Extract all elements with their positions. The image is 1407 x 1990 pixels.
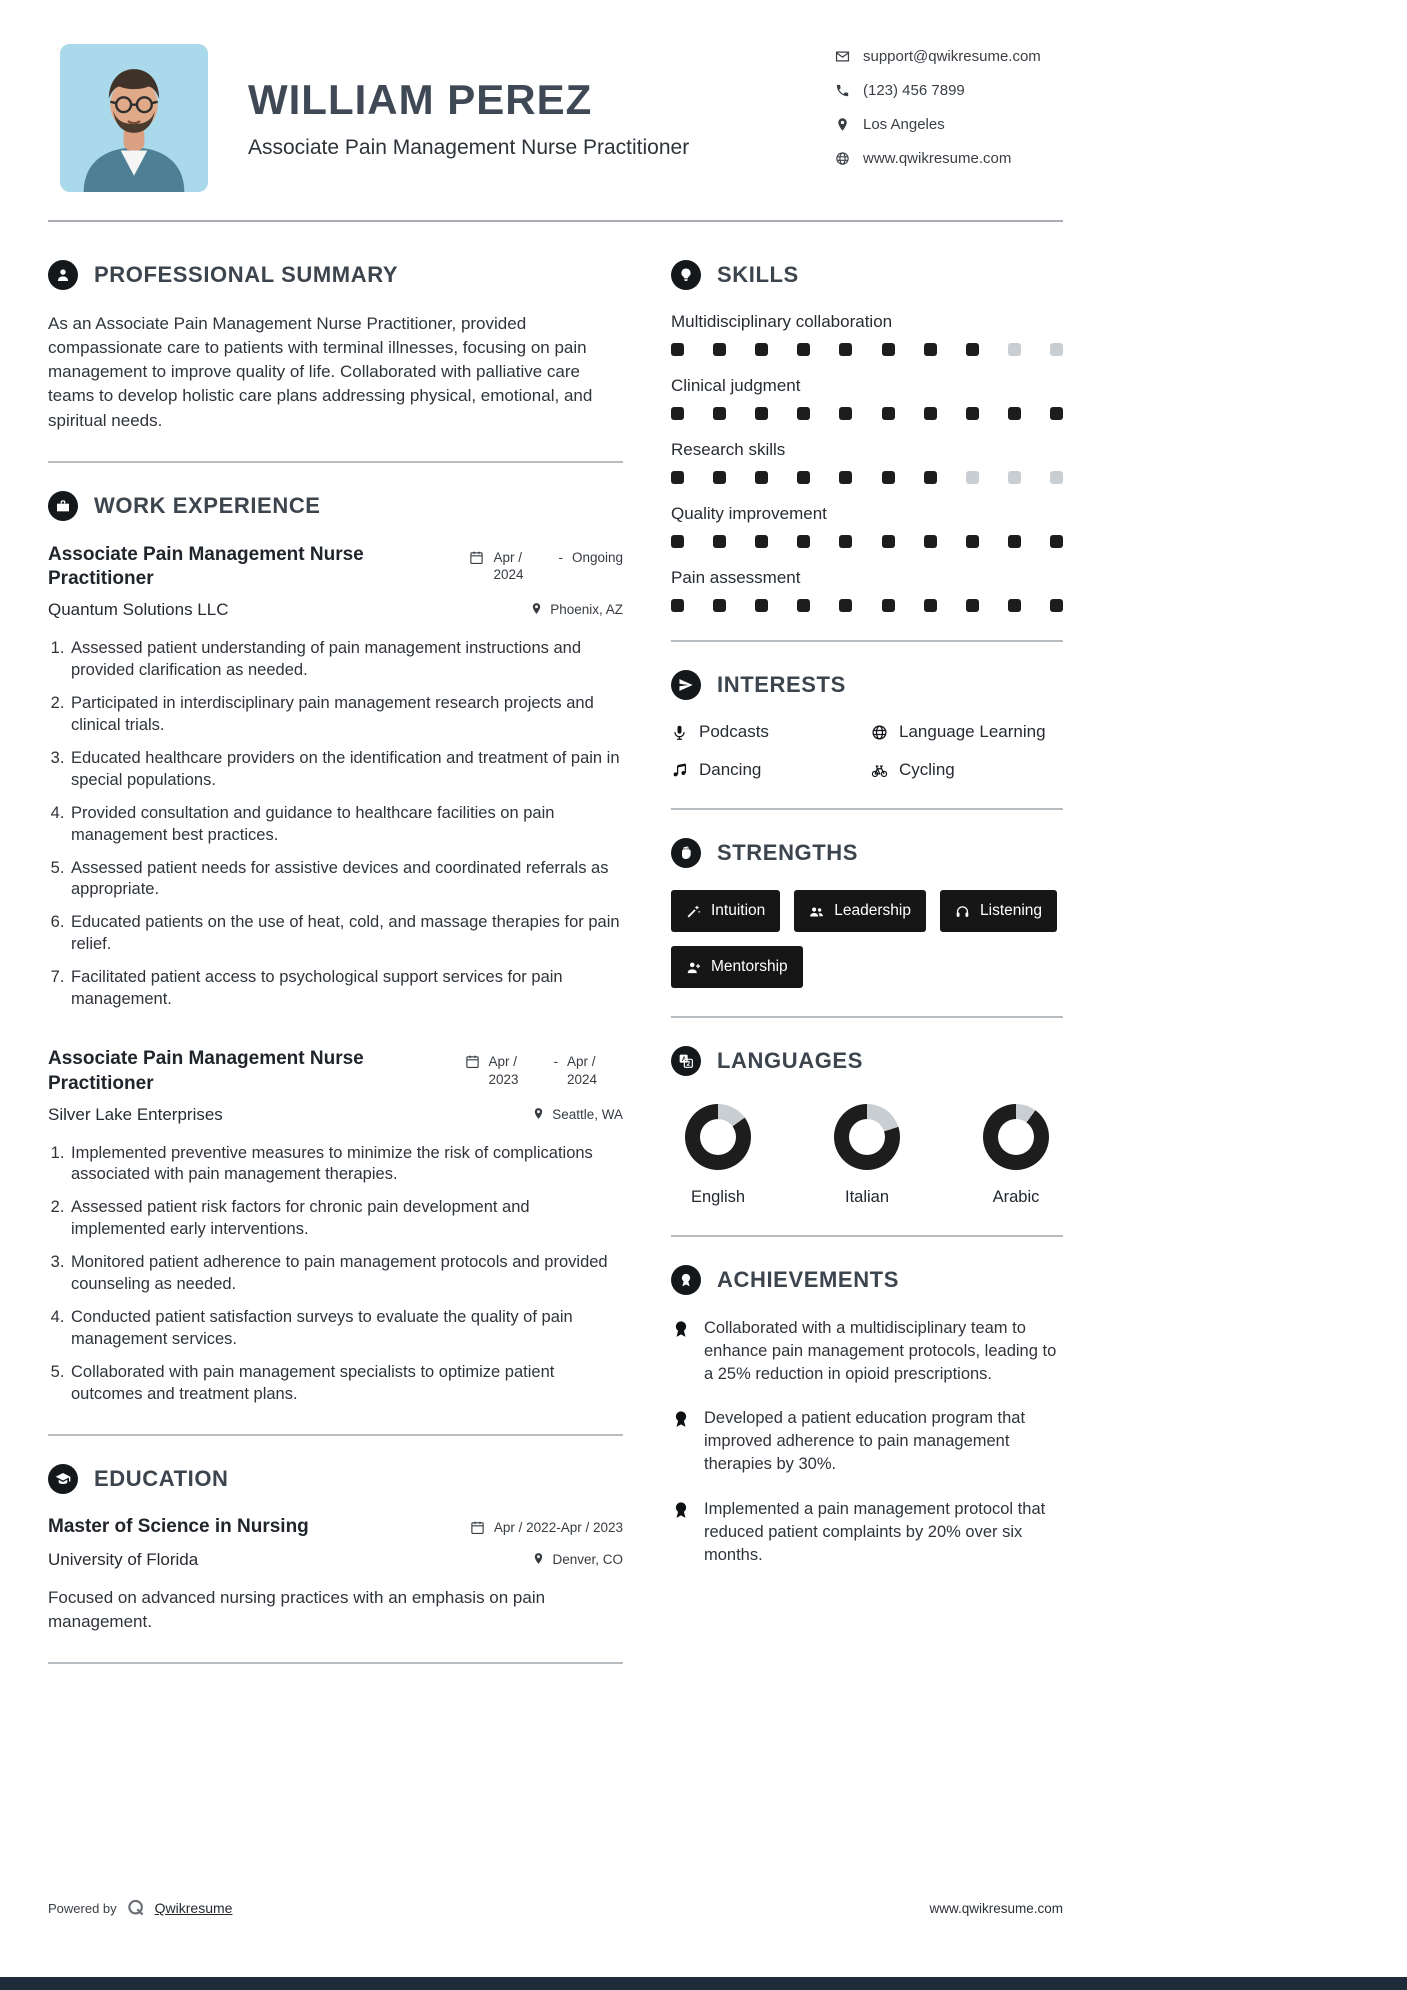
skill-dot-filled bbox=[671, 535, 684, 548]
footer-website[interactable]: www.qwikresume.com bbox=[929, 1900, 1063, 1916]
languages-row bbox=[671, 1098, 1063, 1207]
skill-dot-filled bbox=[924, 599, 937, 612]
bullet-item: 2. Participated in interdisciplinary pain management research projects and clinical trials. bbox=[69, 693, 623, 737]
section-title: EDUCATION bbox=[94, 1465, 229, 1491]
achievement-item bbox=[671, 1498, 1063, 1567]
skill-dot-filled bbox=[755, 471, 768, 484]
skill-row bbox=[671, 504, 1063, 548]
divider bbox=[48, 461, 623, 463]
section-skills bbox=[671, 260, 1063, 612]
language-item bbox=[983, 1104, 1049, 1207]
strength-badge bbox=[671, 890, 780, 932]
powered-by bbox=[48, 1898, 232, 1918]
skill-row bbox=[671, 568, 1063, 612]
skill-dot-filled bbox=[966, 343, 979, 356]
divider bbox=[671, 1016, 1063, 1018]
section-work-experience bbox=[48, 491, 623, 1406]
skill-dot-filled bbox=[966, 407, 979, 420]
skill-dot-filled bbox=[755, 407, 768, 420]
date-separator: - bbox=[558, 549, 563, 565]
education-description: Focused on advanced nursing practices with an emphasis on pain management. bbox=[48, 1587, 546, 1631]
skill-label: Pain assessment bbox=[671, 568, 801, 587]
section-achievements bbox=[671, 1265, 1063, 1567]
bullet-item: 5. Assessed patient needs for assistive devices and coordinated referrals as appropriate. bbox=[69, 858, 623, 902]
language-item bbox=[685, 1104, 751, 1207]
contact-location: Los Angeles bbox=[863, 116, 945, 133]
language-label: Arabic bbox=[992, 1188, 1040, 1206]
location-pin-icon bbox=[835, 117, 850, 132]
job-location bbox=[532, 1105, 623, 1122]
contact-location-row bbox=[835, 116, 1063, 133]
email-icon bbox=[835, 49, 850, 64]
rosette-icon bbox=[671, 1409, 691, 1429]
achievement-text: Collaborated with a multidisciplinary team to enhance pain management protocols, leading to a 25% reduction in opioid prescriptions. bbox=[704, 1319, 1057, 1384]
skill-dot-filled bbox=[797, 535, 810, 548]
interest-label: Cycling bbox=[899, 760, 955, 779]
interest-label: Language Learning bbox=[899, 722, 1046, 741]
interest-item bbox=[671, 760, 863, 780]
company-name: Quantum Solutions LLC bbox=[48, 600, 229, 619]
section-header bbox=[48, 1464, 623, 1494]
interest-item bbox=[671, 722, 863, 742]
section-title: PROFESSIONAL SUMMARY bbox=[94, 262, 399, 287]
skill-dot-filled bbox=[1050, 407, 1063, 420]
job-date-start: Apr / 2024 bbox=[493, 549, 524, 583]
job-dates bbox=[465, 1047, 624, 1096]
contact-email-row bbox=[835, 48, 1063, 65]
section-header bbox=[671, 1265, 1063, 1295]
qwikresume-brand-link[interactable]: Qwikresume bbox=[154, 1900, 233, 1916]
job-title: Associate Pain Management Nurse Practitioner bbox=[48, 543, 364, 590]
section-professional-summary bbox=[48, 260, 623, 433]
skill-label: Clinical judgment bbox=[671, 376, 801, 395]
team-icon bbox=[809, 904, 824, 919]
contact-block bbox=[835, 44, 1063, 192]
skill-label: Quality improvement bbox=[671, 504, 827, 523]
divider bbox=[671, 640, 1063, 642]
skill-dot-filled bbox=[713, 535, 726, 548]
achievement-item bbox=[671, 1407, 1063, 1476]
section-title: STRENGTHS bbox=[717, 840, 859, 865]
right-column bbox=[671, 260, 1063, 1692]
skill-dot-filled bbox=[671, 471, 684, 484]
skill-label: Multidisciplinary collaboration bbox=[671, 312, 893, 331]
translate-icon bbox=[671, 1046, 701, 1076]
skill-label: Research skills bbox=[671, 440, 786, 459]
music-note-icon bbox=[671, 762, 688, 779]
contact-email[interactable]: support@qwikresume.com bbox=[863, 48, 1041, 65]
location-pin-icon bbox=[532, 1107, 545, 1120]
header bbox=[48, 0, 1063, 192]
skill-dot-empty bbox=[1008, 471, 1021, 484]
skill-dot-filled bbox=[924, 407, 937, 420]
person-title: Associate Pain Management Nurse Practitioner bbox=[248, 136, 690, 159]
section-header bbox=[671, 260, 1063, 290]
job-location bbox=[530, 600, 623, 617]
summary-text: As an Associate Pain Management Nurse Practitioner, provided compassionate care to patients with terminal illnesses, focusing on pain management to improve quality of life. Collaborated with palliative care teams to develop holistic care plans addressing physical, emotional, and spiritual needs. bbox=[48, 314, 593, 430]
skill-row bbox=[671, 440, 1063, 484]
section-languages bbox=[671, 1046, 1063, 1207]
user-icon bbox=[48, 260, 78, 290]
education-dates-text: Apr / 2022-Apr / 2023 bbox=[493, 1519, 623, 1535]
job-date-end: Apr / 2024 bbox=[567, 1054, 598, 1087]
company-name: Silver Lake Enterprises bbox=[48, 1104, 223, 1124]
achievement-text: Developed a patient education program that improved adherence to pain management therapies by 30%. bbox=[704, 1409, 1026, 1474]
briefcase-icon bbox=[48, 491, 78, 521]
language-level-donut bbox=[834, 1104, 900, 1170]
skill-dot-empty bbox=[966, 471, 979, 484]
education-location bbox=[532, 1550, 623, 1570]
section-title: INTERESTS bbox=[717, 672, 846, 697]
bullet-item: 4. Conducted patient satisfaction surveys to evaluate the quality of pain management services. bbox=[69, 1307, 623, 1351]
strength-label: Mentorship bbox=[711, 958, 788, 975]
fist-icon bbox=[671, 838, 701, 868]
job-bullet-list bbox=[48, 1143, 623, 1406]
location-pin-icon bbox=[530, 602, 543, 615]
headphones-icon bbox=[955, 904, 970, 919]
bullet-item: 6. Educated patients on the use of heat, cold, and massage therapies for pain relief. bbox=[69, 912, 623, 956]
section-header bbox=[671, 1046, 1063, 1076]
bicycle-icon bbox=[871, 762, 888, 779]
skill-dot-filled bbox=[797, 343, 810, 356]
location-pin-icon bbox=[532, 1552, 545, 1565]
bullet-item: 3. Educated healthcare providers on the identification and treatment of pain in special populations. bbox=[69, 748, 623, 792]
bullet-item: 5. Collaborated with pain management specialists to optimize patient outcomes and treatment plans. bbox=[69, 1362, 623, 1406]
bullet-item: 2. Assessed patient risk factors for chronic pain development and implemented early interventions. bbox=[69, 1197, 623, 1241]
skill-dot-filled bbox=[966, 599, 979, 612]
job-date-end: Ongoing bbox=[571, 549, 623, 565]
skill-dot-filled bbox=[1050, 599, 1063, 612]
bottom-bar bbox=[0, 1977, 1407, 1990]
bullet-item: 1. Implemented preventive measures to minimize the risk of complications associated with pain management therapies. bbox=[69, 1143, 623, 1187]
interests-grid bbox=[671, 722, 1063, 780]
person-name: WILLIAM PEREZ bbox=[248, 76, 593, 123]
lightbulb-icon bbox=[671, 260, 701, 290]
job-title: Associate Pain Management Nurse Practitioner bbox=[48, 1048, 364, 1094]
interest-label: Podcasts bbox=[699, 722, 769, 741]
skill-dot-filled bbox=[1008, 535, 1021, 548]
section-title: LANGUAGES bbox=[717, 1048, 863, 1073]
skill-dot-filled bbox=[755, 343, 768, 356]
skill-dot-filled bbox=[755, 599, 768, 612]
contact-website[interactable]: www.qwikresume.com bbox=[863, 150, 1012, 167]
language-label: English bbox=[690, 1188, 746, 1206]
divider bbox=[48, 1662, 623, 1664]
skill-dot-filled bbox=[924, 471, 937, 484]
language-level-donut bbox=[685, 1104, 751, 1170]
skill-dot-empty bbox=[1008, 343, 1021, 356]
date-separator: - bbox=[553, 1054, 558, 1070]
bullet-item: 1. Assessed patient understanding of pain management instructions and provided clarification as needed. bbox=[69, 638, 623, 682]
left-column bbox=[48, 260, 623, 1692]
contact-phone: (123) 456 7899 bbox=[863, 82, 965, 99]
section-header bbox=[48, 491, 623, 521]
job-location-text: Seattle, WA bbox=[552, 1106, 623, 1122]
skill-dot-filled bbox=[882, 343, 895, 356]
paper-plane-icon bbox=[671, 670, 701, 700]
skill-dot-empty bbox=[1050, 343, 1063, 356]
skill-row bbox=[671, 376, 1063, 420]
education-location-text: Denver, CO bbox=[552, 1551, 623, 1567]
divider bbox=[48, 1434, 623, 1436]
job-entry bbox=[48, 543, 623, 1012]
section-education bbox=[48, 1464, 623, 1634]
achievement-item bbox=[671, 1317, 1063, 1386]
skill-dot-filled bbox=[839, 535, 852, 548]
job-dates bbox=[469, 543, 623, 592]
achievement-text: Implemented a pain management protocol that reduced patient complaints by 20% over six months. bbox=[704, 1499, 1046, 1564]
language-label: Italian bbox=[844, 1188, 890, 1206]
section-title: WORK EXPERIENCE bbox=[94, 492, 321, 518]
interest-label: Dancing bbox=[699, 760, 762, 779]
phone-icon bbox=[835, 83, 850, 98]
skill-dot-filled bbox=[882, 407, 895, 420]
section-header bbox=[48, 260, 623, 290]
skill-dot-filled bbox=[797, 599, 810, 612]
section-title: SKILLS bbox=[717, 262, 799, 287]
skill-level-dots bbox=[671, 471, 1063, 484]
skill-level-dots bbox=[671, 599, 1063, 612]
strength-label: Listening bbox=[980, 902, 1043, 919]
skill-dot-filled bbox=[671, 343, 684, 356]
rosette-icon bbox=[671, 1500, 691, 1520]
section-interests bbox=[671, 670, 1063, 780]
skill-dot-filled bbox=[882, 599, 895, 612]
strength-badge bbox=[794, 890, 926, 932]
identity-block bbox=[208, 44, 835, 192]
skill-dot-filled bbox=[671, 599, 684, 612]
skill-dot-filled bbox=[882, 535, 895, 548]
strength-badge bbox=[671, 946, 803, 988]
skill-dot-filled bbox=[671, 407, 684, 420]
section-strengths bbox=[671, 838, 1063, 988]
bullet-item: 4. Provided consultation and guidance to healthcare facilities on pain management best practices. bbox=[69, 803, 623, 847]
bullet-item: 7. Facilitated patient access to psychological support services for pain management. bbox=[69, 967, 623, 1011]
section-header bbox=[671, 838, 1063, 868]
skill-dot-filled bbox=[755, 535, 768, 548]
powered-by-text: Powered by bbox=[48, 1900, 117, 1916]
skill-dot-filled bbox=[713, 343, 726, 356]
school-name: University of Florida bbox=[48, 1549, 199, 1569]
strength-label: Leadership bbox=[834, 902, 911, 919]
interest-item bbox=[871, 722, 1063, 742]
skill-dot-filled bbox=[924, 535, 937, 548]
job-bullet-list bbox=[48, 638, 623, 1011]
section-header bbox=[671, 670, 1063, 700]
language-level-donut bbox=[983, 1104, 1049, 1170]
contact-phone-row bbox=[835, 82, 1063, 99]
degree-title: Master of Science in Nursing bbox=[48, 1515, 309, 1537]
skill-dot-filled bbox=[797, 471, 810, 484]
divider bbox=[671, 1235, 1063, 1237]
contact-website-row bbox=[835, 150, 1063, 167]
job-date-start: Apr / 2023 bbox=[488, 1054, 519, 1087]
job-entry bbox=[48, 1047, 623, 1406]
graduation-cap-icon bbox=[48, 1464, 78, 1494]
calendar-icon bbox=[465, 1054, 480, 1069]
job-location-text: Phoenix, AZ bbox=[550, 602, 623, 617]
strength-badges bbox=[671, 890, 1063, 988]
skill-dot-filled bbox=[882, 471, 895, 484]
medal-icon bbox=[671, 1265, 701, 1295]
skill-dot-filled bbox=[713, 599, 726, 612]
bullet-item: 3. Monitored patient adherence to pain management protocols and provided counseling as needed. bbox=[69, 1252, 623, 1296]
skill-dot-empty bbox=[1050, 471, 1063, 484]
skill-level-dots bbox=[671, 535, 1063, 548]
skill-dot-filled bbox=[1050, 535, 1063, 548]
education-dates bbox=[470, 1516, 623, 1538]
content bbox=[48, 222, 1063, 1692]
skill-level-dots bbox=[671, 407, 1063, 420]
skill-dot-filled bbox=[1008, 407, 1021, 420]
footer bbox=[48, 1898, 1063, 1918]
skill-dot-filled bbox=[713, 407, 726, 420]
qwikresume-logo-icon bbox=[126, 1898, 146, 1918]
skill-dot-filled bbox=[839, 599, 852, 612]
strength-badge bbox=[940, 890, 1057, 932]
profile-photo bbox=[60, 44, 208, 192]
divider bbox=[671, 808, 1063, 810]
section-title: ACHIEVEMENTS bbox=[717, 1267, 899, 1292]
skill-dot-filled bbox=[797, 407, 810, 420]
person-plus-icon bbox=[686, 960, 701, 975]
microphone-icon bbox=[671, 724, 688, 741]
calendar-icon bbox=[469, 550, 484, 565]
calendar-icon bbox=[470, 1520, 485, 1535]
skill-dot-filled bbox=[924, 343, 937, 356]
skill-dot-filled bbox=[1008, 599, 1021, 612]
skill-dot-filled bbox=[839, 343, 852, 356]
skill-level-dots bbox=[671, 343, 1063, 356]
strength-label: Intuition bbox=[711, 902, 766, 919]
globe-icon bbox=[835, 151, 850, 166]
skill-dot-filled bbox=[839, 407, 852, 420]
language-item bbox=[834, 1104, 900, 1207]
skill-row bbox=[671, 312, 1063, 356]
avatar-illustration bbox=[60, 44, 208, 192]
skill-dot-filled bbox=[713, 471, 726, 484]
globe-icon bbox=[871, 724, 888, 741]
magic-wand-icon bbox=[686, 904, 701, 919]
interest-item bbox=[871, 760, 1063, 780]
rosette-icon bbox=[671, 1319, 691, 1339]
skill-dot-filled bbox=[839, 471, 852, 484]
skill-dot-filled bbox=[966, 535, 979, 548]
